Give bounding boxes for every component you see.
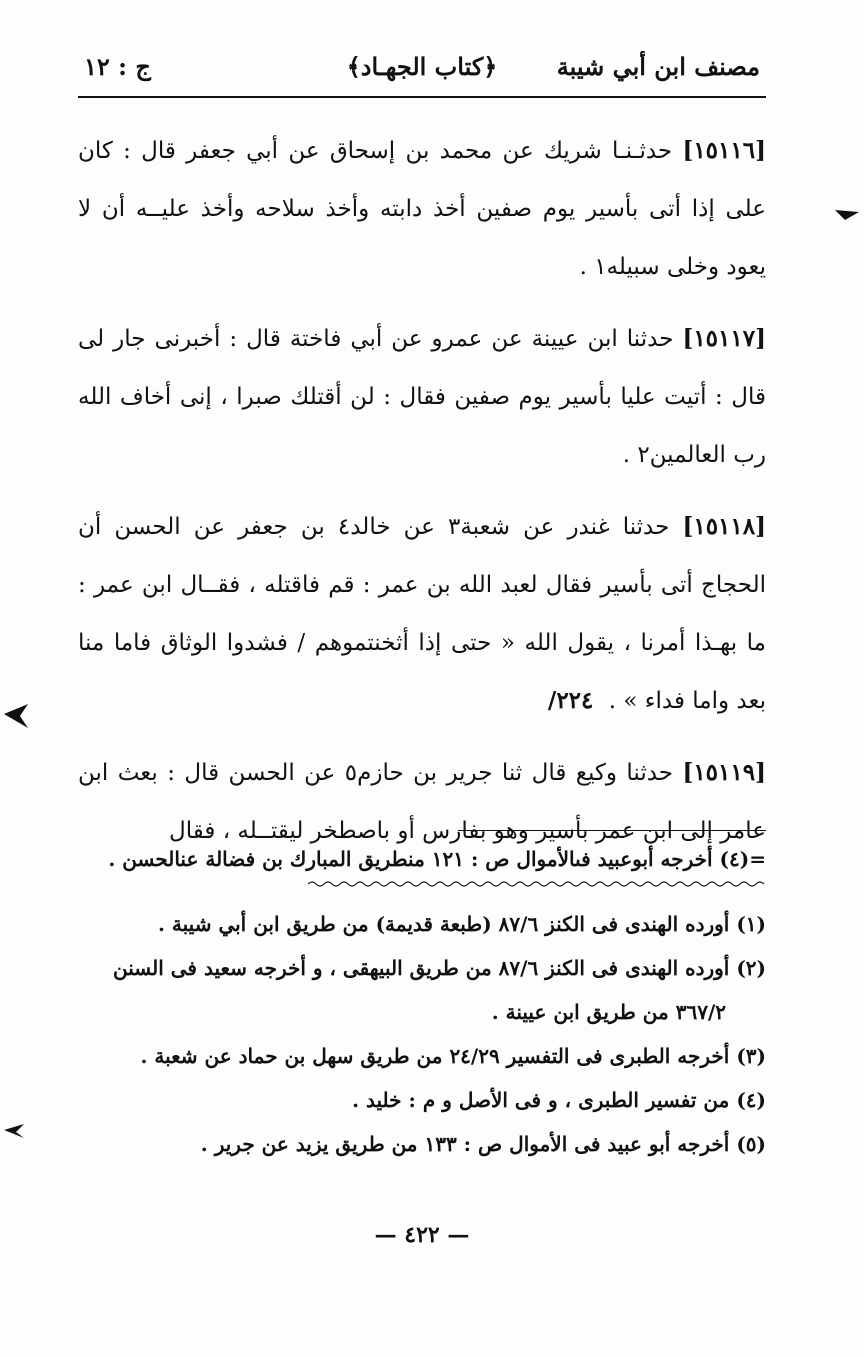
- footnote-label: (٢): [736, 956, 766, 980]
- footnote-2: [78, 946, 766, 990]
- footnote-label: (٥): [736, 1132, 766, 1156]
- hadith-text: حدثنا ابن عيينة عن عمرو عن أبي فاختة قال : أخبرنى جار لى قال : أتيت عليا بأسير يوم صفين فقال : لن أقتلك صبرا ، إنى أخاف الله رب العالمين٢ .: [78, 326, 766, 468]
- footnotes: [78, 902, 766, 1166]
- header-rule: [78, 96, 766, 98]
- footnote-5: [78, 1122, 766, 1166]
- binding-mark-icon: [2, 700, 32, 730]
- footnote-text: من تفسير الطبرى ، و فى الأصل و م : خليد .: [352, 1088, 737, 1112]
- footnote-label: (٣): [736, 1044, 766, 1068]
- carryover-footnote: =(٤) أخرجه أبوعبيد فىالأموال ص : ١٢١ منطريق المبارك بن فضالة عنالحسن .: [108, 847, 766, 871]
- footnote-label: (١): [736, 912, 766, 936]
- footnote-text: أورده الهندى فى الكنز ٨٧/٦ من طريق البيهقى ، و أخرجه سعيد فى السنن: [113, 956, 737, 980]
- hadith-text: حدثنا وكيع قال ثنا جرير بن حازم٥ عن الحسن قال : بعث ابن عامر إلى ابن عمر بأسير وهو بفارس أو باصطخر ليقتــله ، فقال: [78, 760, 766, 844]
- book-title: مصنف ابن أبي شيبة: [556, 52, 760, 81]
- footnote-2-continuation: ٣٦٧/٢ من طريق ابن عيينة .: [491, 1000, 726, 1024]
- footnote-text: أخرجه الطبرى فى التفسير ٢٤/٢٩ من طريق سهل بن حماد عن شعبة .: [140, 1044, 737, 1068]
- hadith-15116: [78, 122, 766, 296]
- running-header: [78, 40, 766, 94]
- footnote-1: [78, 902, 766, 946]
- footnote-4: [78, 1078, 766, 1122]
- hadith-text: حدثنا غندر عن شعبة٣ عن خالد٤ بن جعفر عن الحسن أن الحجاج أتى بأسير فقال لعبد الله بن عمر : قم فاقتله ، فقــال ابن عمر : ما بهـذا أمرنا ، يقول الله « حتى إذا أثخنتموهم / فشدوا الوثاق فاما منا بعد واما فداء » .: [78, 514, 766, 714]
- hadith-number: [١٥١١٦]: [682, 137, 766, 164]
- hadith-number: [١٥١١٧]: [682, 325, 766, 352]
- hadith-number: [١٥١١٩]: [682, 759, 766, 786]
- hadith-15118: [78, 498, 766, 730]
- footnote-3: [78, 1034, 766, 1078]
- footnote-label: (٤): [736, 1088, 766, 1112]
- hadith-text: حدثـنـا شريك عن محمد بن إسحاق عن أبي جعفر قال : كان على إذا أتى بأسير يوم صفين أخذ دابته وأخذ سلاحه وأخذ عليــه أن لا يعود وخلى سبيله١ .: [78, 138, 766, 280]
- volume-label: ج : ١٢: [84, 52, 151, 81]
- page-number: — ٤٢٢ —: [374, 1222, 470, 1248]
- footnote-text: أورده الهندى فى الكنز ٨٧/٦ (طبعة قديمة) من طريق ابن أبي شيبة .: [158, 912, 737, 936]
- margin-page-ref: ٢٢٤/: [547, 687, 594, 714]
- hadith-number: [١٥١١٨]: [682, 513, 767, 540]
- footnote-text: أخرجه أبو عبيد فى الأموال ص : ١٣٣ من طريق يزيد عن جرير .: [200, 1132, 737, 1156]
- footnote-separator: [458, 830, 766, 831]
- binding-mark-icon: [2, 1114, 32, 1144]
- chapter-title: ﴿كتاب الجهـاد﴾: [346, 52, 498, 81]
- wavy-divider: [308, 880, 766, 888]
- book-page: [78, 40, 766, 1320]
- main-text: [78, 122, 766, 874]
- binding-mark-icon: [831, 198, 861, 228]
- hadith-15117: [78, 310, 766, 484]
